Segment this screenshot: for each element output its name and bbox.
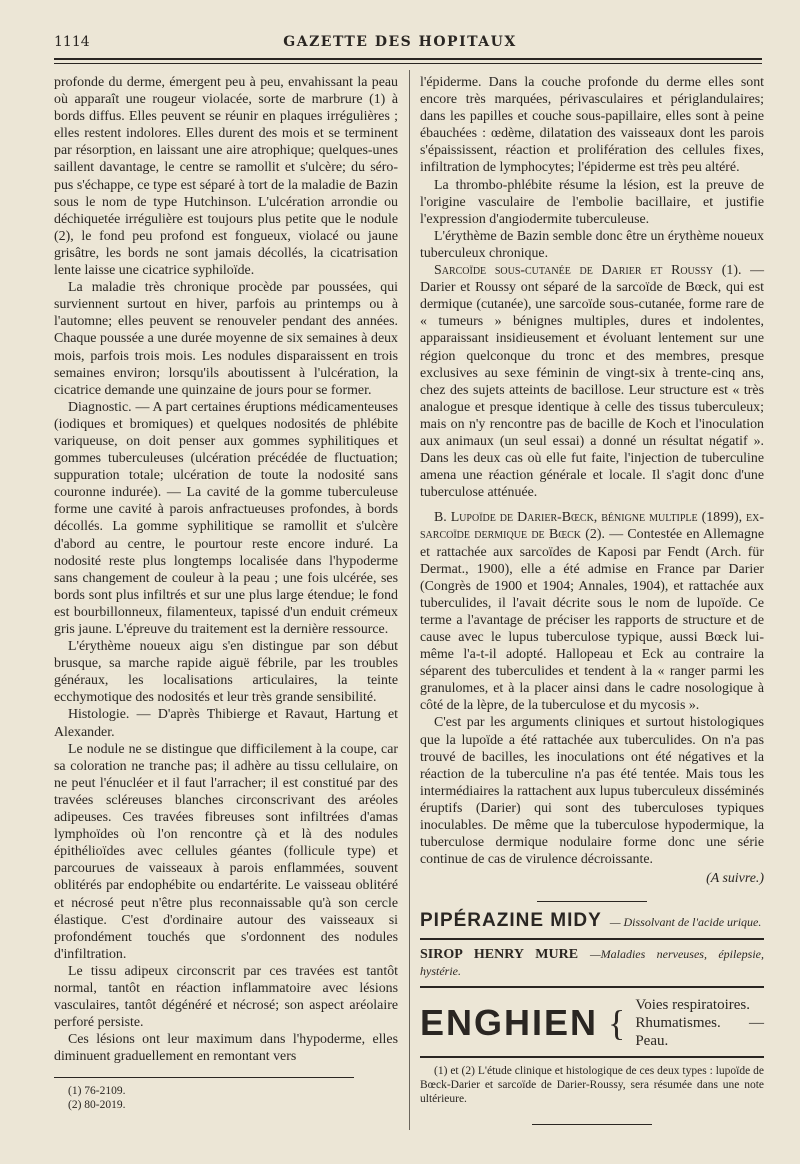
paragraph: Le tissu adipeux circonscrit par ces travées est tantôt normal, tantôt en réaction inflammatoire avec lésions vasculaires, tantôt dégénéré et nécrosé; son aspect aréolaire perforé persiste.: [54, 963, 398, 1031]
paragraph: Sarcoïde sous-cutanée de Darier et Roussy (1). — Darier et Roussy ont séparé de la sarcoïde de Bœck, qui est dermique (cutanée), une sarcoïde sous-cutanée, forme rare de « tumeurs » bénignes multiples, dures et indolentes, apparaissant insidieusement et évoluant lentement sur une région quelconque du tronc et des membres, presque exclusives au sexe féminin de vingt-six à trente-cinq ans, chez des sujets atteints de bacillose. Leur structure est « très analogue et presque identique à celle des tissus tuberculeux; mais on n'y rencontre pas de bacille de Koch et l'inoculation aux animaux (un seul essai) a donné un résultat négatif ». Dans les deux cas où elle fut faite, l'injection de tuberculine amena une réaction générale et locale. Il s'agit donc d'une tuberculose atténuée.: [420, 263, 764, 501]
paragraph: L'érythème de Bazin semble donc être un érythème noueux tuberculeux chronique.: [420, 228, 764, 261]
paragraph: C'est par les arguments cliniques et surtout histologiques que la lupoïde a été rattachée aux tuberculides. On n'a pas trouvé de bacilles, les inoculations ont été négatives et la réaction de la tuberculine n'a pas été tentée. Mais tous les intermédiaires la rattachent aux lupus tuberculeux disséminés éruptifs (Darier) qui sont des tuberculoses typiques inoculables. De même que la tuberculose hypodermique, la tuberculose dermique nodulaire forme donc une série continue de cas de virulence décroissante.: [420, 715, 764, 868]
advert-piperazine: [420, 912, 764, 931]
column-divider: [409, 70, 410, 1130]
paragraph: L'érythème noueux aigu s'en distingue par son début brusque, sa marche rapide aiguë fébrile, par les troubles généraux, les localisations articulaires, la teinte ecchymotique des nodosités et leur très grande sensibilité.: [54, 639, 398, 706]
separator: [537, 901, 647, 902]
paragraph: Ces lésions ont leur maximum dans l'hypoderme, elles diminuent graduellement en remontant vers: [54, 1032, 398, 1065]
header-rule-thin: [54, 63, 762, 64]
advert-tagline: — Dissolvant de l'acide urique.: [609, 915, 762, 930]
end-ornament: [532, 1124, 652, 1125]
paragraph: l'épiderme. Dans la couche profonde du derme elles sont encore très marquées, périvasculaires et périglandulaires; dans les papilles et couche sous-papillaire, elles sont à peine ébauchées : œdème, dilatation des vaisseaux dont les parois s'épaississent, réaction et prolifération des cellules fixes, infiltration de lymphocytes; l'épiderme est très peu altéré.: [420, 75, 764, 176]
advert-brand: ENGHIEN: [420, 1001, 599, 1043]
advert-line: Rhumatismes. — Peau.: [635, 1014, 764, 1049]
advert-sirop: [420, 946, 764, 980]
advert-rule: [420, 986, 764, 988]
paragraph: B. Lupoïde de Darier-Bœck, bénigne multiple (1899), ex-sarcoïde dermique de Bœck (2). — Contestée en Allemagne et rattachée aux sarcoïdes de Kaposi par Fendt (Arch. für Dermat., 1900), elle a été admise en France par Darier (Congrès de 1900 et 1904; Annales, 1904), et rattachée aux tuberculides, il l'avait décrite sous le nom de lupoïde. Ce terme a l'avantage de préciser les rapports de structure et de cause avec le lupus tuberculose typique, aussi Bœck lui-même l'a-t-il adopté. Hallopeau et Eck au contraire la séparent des tuberculides et tendent à la « ranger parmi les granulomes, et à la placer ainsi dans le cadre nosologique à côté de la lèpre, de la tuberculose et du mycosis ».: [420, 510, 764, 714]
brace-icon: {: [608, 1002, 626, 1043]
right-column: [420, 74, 764, 1125]
page-number: 1114: [54, 34, 90, 50]
paragraph: profonde du derme, émergent peu à peu, envahissant la peau où apparaît une rougeur violacée, sorte de marbrure (1) à bords diffus. Elles peuvent se réunir en plaques irrégulières ; elles restent indolores. Elles durent des mois et se terminent par résorption, en laissant une aire atrophique; quelques-unes saillent davantage, le centre se ramollit et s'ulcère; du séro-pus s'échappe, ce type est séparé à tort de la maladie de Bazin sous le nom de type Hutchinson. L'ulcération arrondie ou déchiquetée irrégulière est toujours plus petite que le nodule (2), le fond peu profond est fongueux, violacé ou jaune grisâtre, les bords ne sont jamais décollés, la cicatrisation lente laisse une cicatrice syphiloïde.: [54, 75, 398, 279]
advert-enghien: [420, 996, 764, 1050]
advert-rule: [420, 938, 764, 940]
advert-tagline: —Maladies nerveuses, épilepsie, hystérie.: [420, 946, 764, 978]
footnote-rule: [54, 1077, 354, 1078]
paragraph: Diagnostic. — A part certaines éruptions médicamenteuses (iodiques et bromiques) et quelques nodosités de phlébite variqueuse, on doit penser aux gommes syphilitiques et gommes tuberculeuses (ulcération précédée de fluctuation; suppuration totale; ulcération de toute la nodosité sans couronne indurée). — La cavité de la gomme tuberculeuse forme une cavité à parois anfractueuses profondes, à bords décollés. La gomme syphilitique se ramollit et s'ulcère d'abord au centre, le pourtour reste encore induré. La nodosité reste plus longtemps localisée dans l'hypoderme sans changement de couleur à la peau ; une fois ulcérée, ses bords sont plus infiltrés et sur une plus large étendue; le fond est bourbillonneux, filamenteux, tapissé d'un enduit crémeux gris jaune. L'épreuve du traitement est la dernière ressource.: [54, 399, 398, 637]
footnote: (1) 76-2109.: [68, 1085, 126, 1098]
paragraph: Histologie. — D'après Thibierge et Ravaut, Hartung et Alexander.: [54, 707, 398, 740]
header-rule-thick: [54, 58, 762, 60]
advert-line: Voies respiratoires.: [635, 996, 751, 1013]
paragraph: La thrombo-phlébite résume la lésion, est la preuve de l'origine vasculaire de l'embolie bacillaire, et justifie l'expression d'angiodermite tuberculeuse.: [420, 177, 764, 227]
journal-title: GAZETTE DES HOPITAUX: [283, 34, 517, 50]
advert-rule: [420, 1056, 764, 1058]
footnote: (1) et (2) L'étude clinique et histologique de ces deux types : lupoïde de Bœck-Darier et sarcoïde de Darier-Roussy, sera résumée dans une note ultérieure.: [420, 1064, 764, 1105]
continued-note: (A suivre.): [706, 871, 764, 887]
paragraph: Le nodule ne se distingue que difficilement à la coupe, car sa coloration ne tranche pas; il adhère au tissu cellulaire, on ne peut l'énucléer et il faut l'arracher; il est constitué par des travées scléreuses blanches circonscrivant des aréoles adipeuses. Ces travées fibreuses sont infiltrées d'amas lymphoïdes où l'on rencontre çà et là des nodules épithélioïdes avec cellules géantes (follicule type) et parcourues de vaisseaux à parois enflammées, souvent oblitérés par endophébite ou endartérite. Le vaisseau oblitéré et nécrosé peut n'être plus reconnaissable qu'à son cercle élastique. C'est d'ordinaire autour des vaisseaux si profondément touchés que s'ordonnent des nodules d'infiltration.: [54, 741, 398, 962]
advert-brand: SIROP HENRY MURE: [420, 946, 579, 962]
advert-brand: PIPÉRAZINE MIDY: [420, 910, 602, 932]
paragraph: La maladie très chronique procède par poussées, qui surviennent surtout en hiver, parfois au printemps ou à l'automne; elles peuvent se renouveler pendant des années. Chaque poussée a une durée moyenne de six semaines à deux mois, parfois trois mois. Les nodules disparaissent en trois semaines environ; lorsqu'ils aboutissent à l'ulcération, la cicatrice demande une quinzaine de jours pour se former.: [54, 280, 398, 398]
footnote: (2) 80-2019.: [68, 1099, 126, 1112]
section-heading: Sarcoïde sous-cutanée de Darier et Roussy (1).: [434, 263, 742, 279]
left-column: [54, 74, 398, 1112]
section-heading: B. Lupoïde de Darier-Bœck, bénigne multiple (1899), ex-sarcoïde dermique de Bœck (2).: [420, 510, 764, 543]
